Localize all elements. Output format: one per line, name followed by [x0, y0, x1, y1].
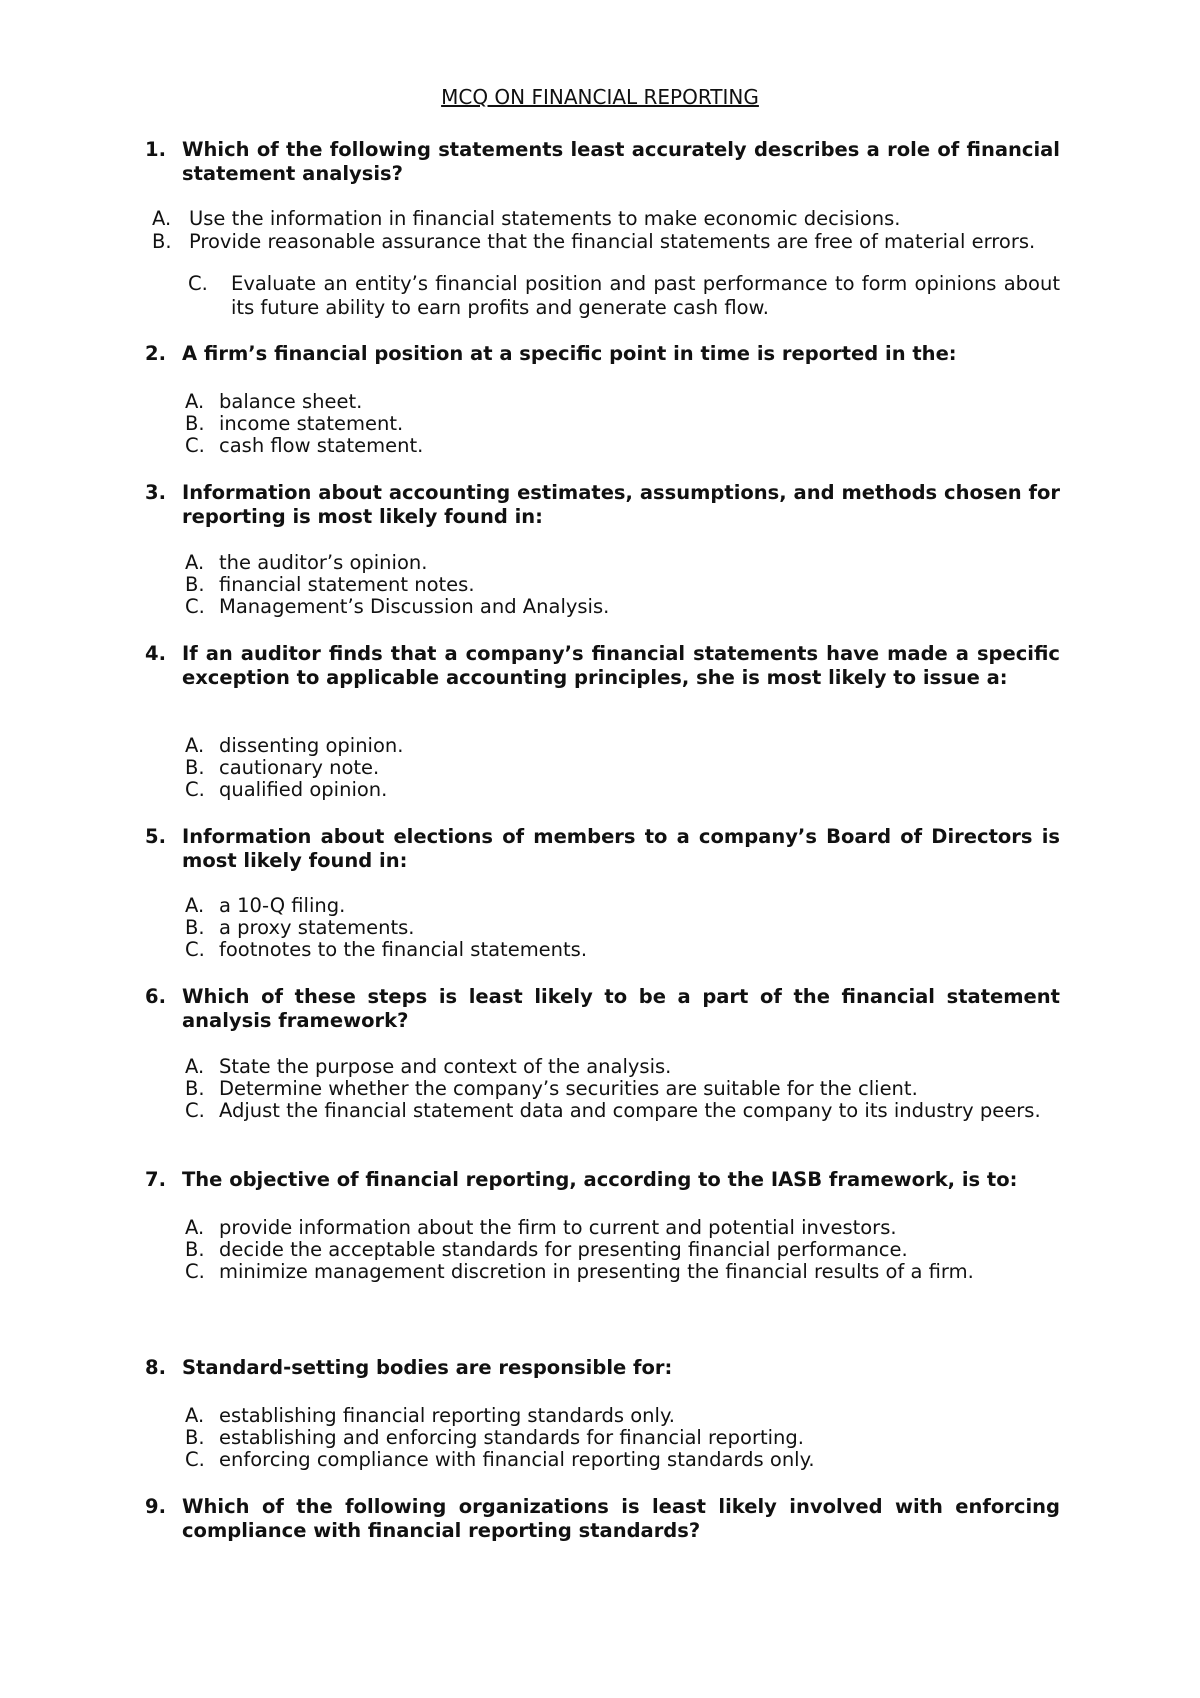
option-text: footnotes to the financial statements. — [219, 938, 588, 961]
option-5b — [185, 916, 1060, 940]
option-label: A. — [185, 734, 205, 757]
option-text: income statement. — [219, 412, 404, 435]
option-text: establishing financial reporting standards only. — [219, 1404, 675, 1427]
option-label: B. — [185, 1238, 205, 1261]
option-6a — [185, 1055, 1060, 1079]
option-text: cash flow statement. — [219, 434, 424, 457]
option-text: Adjust the financial statement data and compare the company to its industry peers. — [219, 1099, 1041, 1122]
option-3a — [185, 551, 1060, 575]
option-1a — [152, 207, 1060, 231]
option-text: Provide reasonable assurance that the financial statements are free of material errors. — [189, 230, 1036, 253]
question-3 — [145, 481, 1060, 528]
option-text: establishing and enforcing standards for financial reporting. — [219, 1426, 804, 1449]
option-text: Evaluate an entity’s financial position and past performance to form opinions about its future ability to earn profits and generate cash flow. — [231, 272, 1060, 319]
question-number: 8. — [145, 1356, 166, 1379]
option-text: a 10-Q filing. — [219, 894, 346, 917]
question-number: 1. — [145, 138, 166, 161]
option-text: Determine whether the company’s securities are suitable for the client. — [219, 1077, 918, 1100]
option-text: provide information about the firm to current and potential investors. — [219, 1216, 897, 1239]
option-2a — [185, 390, 1060, 414]
option-7a — [185, 1216, 1060, 1240]
option-8c — [185, 1448, 1060, 1472]
question-text: The objective of financial reporting, according to the IASB framework, is to: — [182, 1168, 1018, 1191]
option-text: cautionary note. — [219, 756, 380, 779]
option-6b — [185, 1077, 1060, 1101]
option-text: decide the acceptable standards for presenting financial performance. — [219, 1238, 908, 1261]
option-3c — [185, 595, 1060, 619]
option-label: B. — [152, 230, 172, 253]
option-label: C. — [185, 1099, 205, 1122]
question-9 — [145, 1495, 1060, 1542]
question-number: 7. — [145, 1168, 166, 1191]
option-7b — [185, 1238, 1060, 1262]
option-5a — [185, 894, 1060, 918]
option-label: C. — [185, 1260, 205, 1283]
option-8b — [185, 1426, 1060, 1450]
question-text: Which of the following statements least accurately describes a role of financial statement analysis? — [182, 138, 1060, 185]
question-text: A firm’s financial position at a specific point in time is reported in the: — [182, 342, 957, 365]
option-text: dissenting opinion. — [219, 734, 404, 757]
option-2b — [185, 412, 1060, 436]
question-text: If an auditor finds that a company’s financial statements have made a specific exception to applicable accounting principles, she is most likely to issue a: — [182, 642, 1060, 689]
option-text: Management’s Discussion and Analysis. — [219, 595, 610, 618]
option-label: C. — [188, 272, 208, 295]
question-2 — [145, 342, 1060, 366]
option-text: State the purpose and context of the analysis. — [219, 1055, 672, 1078]
option-label: C. — [185, 778, 205, 801]
question-5 — [145, 825, 1060, 872]
option-text: balance sheet. — [219, 390, 363, 413]
option-1c — [188, 272, 1060, 319]
option-label: A. — [185, 1404, 205, 1427]
option-4b — [185, 756, 1060, 780]
question-6 — [145, 985, 1060, 1032]
question-text: Information about accounting estimates, assumptions, and methods chosen for reporting is most likely found in: — [182, 481, 1060, 528]
option-7c — [185, 1260, 1060, 1284]
question-number: 2. — [145, 342, 166, 365]
option-text: a proxy statements. — [219, 916, 415, 939]
question-number: 6. — [145, 985, 166, 1008]
question-number: 3. — [145, 481, 166, 504]
question-1 — [145, 138, 1060, 185]
question-text: Which of the following organizations is least likely involved with enforcing compliance with financial reporting standards? — [182, 1495, 1060, 1542]
option-label: A. — [185, 1055, 205, 1078]
option-label: A. — [185, 1216, 205, 1239]
option-8a — [185, 1404, 1060, 1428]
option-1b — [152, 230, 1060, 254]
option-label: B. — [185, 916, 205, 939]
option-text: minimize management discretion in presenting the financial results of a firm. — [219, 1260, 974, 1283]
option-label: C. — [185, 434, 205, 457]
question-number: 4. — [145, 642, 166, 665]
option-5c — [185, 938, 1060, 962]
option-text: enforcing compliance with financial reporting standards only. — [219, 1448, 815, 1471]
option-label: C. — [185, 595, 205, 618]
option-4c — [185, 778, 1060, 802]
option-label: C. — [185, 1448, 205, 1471]
option-6c — [185, 1099, 1060, 1123]
option-label: B. — [185, 573, 205, 596]
question-text: Standard-setting bodies are responsible for: — [182, 1356, 673, 1379]
option-label: B. — [185, 412, 205, 435]
option-label: A. — [185, 390, 205, 413]
document-title: MCQ ON FINANCIAL REPORTING — [441, 85, 759, 109]
option-text: qualified opinion. — [219, 778, 388, 801]
question-number: 5. — [145, 825, 166, 848]
option-3b — [185, 573, 1060, 597]
option-label: B. — [185, 1426, 205, 1449]
option-label: A. — [152, 207, 172, 230]
option-text: Use the information in financial statements to make economic decisions. — [189, 207, 901, 230]
option-label: A. — [185, 894, 205, 917]
option-label: C. — [185, 938, 205, 961]
option-label: B. — [185, 756, 205, 779]
question-4 — [145, 642, 1060, 689]
question-text: Information about elections of members to a company’s Board of Directors is most likely found in: — [182, 825, 1060, 872]
option-text: financial statement notes. — [219, 573, 475, 596]
option-text: the auditor’s opinion. — [219, 551, 428, 574]
question-text: Which of these steps is least likely to be a part of the financial statement analysis framework? — [182, 985, 1060, 1032]
question-7 — [145, 1168, 1060, 1192]
option-4a — [185, 734, 1060, 758]
option-2c — [185, 434, 1060, 458]
question-number: 9. — [145, 1495, 166, 1518]
option-label: B. — [185, 1077, 205, 1100]
option-label: A. — [185, 551, 205, 574]
question-8 — [145, 1356, 1060, 1380]
